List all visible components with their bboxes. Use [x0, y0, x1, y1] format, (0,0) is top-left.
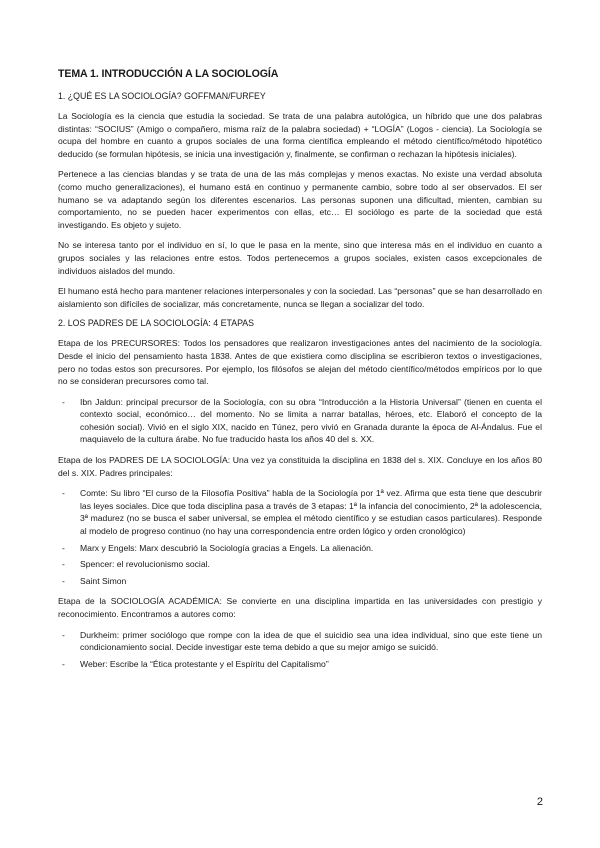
list-item: - Comte: Su libro “El curso de la Filosofía Positiva” habla de la Sociología por 1ª vez. Afirma que esta tiene que descubrir las leyes sociales. Dice que toda disciplina pasa a través de 3 etapas: 1ª la infancia del conocimiento, 2ª la adolescencia, 3ª madurez (no se busca el saber universal, se emplea el método científico y se estudian casos particulares). Responde al modelo de progreso continuo (no hay una correspondencia entre orden lógico y orden cronológico)	[58, 487, 542, 537]
document-title: TEMA 1. INTRODUCCIÓN A LA SOCIOLOGÍA	[58, 68, 279, 80]
list-item: - Weber: Escribe la “Ética protestante y el Espíritu del Capitalismo”	[58, 658, 542, 671]
page-number: 2	[536, 796, 543, 808]
list-item: - Marx y Engels: Marx descubrió la Sociología gracias a Engels. La alienación.	[58, 542, 542, 555]
paragraph: El humano está hecho para mantener relaciones interpersonales y con la sociedad. Las “personas” que se han desarrollado en aislamiento son difíciles de socializar, más concretamente, nunca se llegan a socializar del todo.	[58, 286, 542, 309]
precursores-list	[58, 396, 542, 446]
section-1-heading: 1. ¿QUÉ ES LA SOCIOLOGÍA? GOFFMAN/FURFEY	[58, 91, 266, 101]
padres-intro: Etapa de los PADRES DE LA SOCIOLOGÍA: Una vez ya constituida la disciplina en 1838 del s. XIX. Concluye en los años 80 del s. XIX. Padres principales:	[58, 455, 542, 478]
list-item: - Ibn Jaldun: principal precursor de la Sociología, con su obra “Introducción a la Historia Universal” (tienen en cuenta el contexto social, económico… del momento. No se limita a narrar batallas, héroes, etc. Elaboró el concepto de la cohesión social). Vivió en el siglo XIX, nacido en Túnez, pero vivió en Granada durante la época de Al-Ándalus. Fue el maquiavelo de la cultura árabe. No fue traducido hasta los años 40 del s. XX.	[58, 396, 542, 446]
paragraph: No se interesa tanto por el individuo en sí, lo que le pasa en la mente, sino que interesa más en el individuo en cuanto a grupos sociales y las relaciones entre estos. Todos pertenecemos a grupos sociales, existen casos excepcionales de individuos aislados del mundo.	[58, 240, 542, 276]
list-item: - Spencer: el revolucionismo social.	[58, 558, 542, 571]
academica-list	[58, 629, 542, 671]
paragraph: La Sociología es la ciencia que estudia la sociedad. Se trata de una palabra autológica, un híbrido que une dos palabras distintas: “SOCIUS” (Amigo o compañero, misma raíz de la palabra sociedad) + “LOGÍA” (Logos - ciencia). La Sociología se ocupa del hombre en cuanto a grupos sociales de una forma científica empleando el método científico/método hipotético deducido (se formulan hipótesis, se inicia una investigación y, finalmente, se confirman o rechazan la hipótesis iniciales).	[58, 111, 542, 159]
precursores-intro: Etapa de los PRECURSORES: Todos los pensadores que realizaron investigaciones antes del nacimiento de la sociología. Desde el inicio del pensamiento hasta 1838. Antes de que existiera como disciplina se escribieron textos o investigaciones, pero no todas estos son precursores. Por ejemplo, los filósofos se alejan del método científico/métodos empíricos por lo que no se consideran precursores como tal.	[58, 338, 542, 387]
paragraph: Pertenece a las ciencias blandas y se trata de una de las más complejas y menos exactas. No existe una verdad absoluta (como mucho generalizaciones), el humano está en continuo y permanente cambio, sobre todo al ser observados. El ser humano se va adaptando según los diferentes escenarios. Las personas suponen una dificultad, mienten, cambian su comportamiento, no se pueden hacer experimentos con ellas, etc… El sociólogo es parte de la sociedad que está investigando. Es objeto y sujeto.	[58, 169, 542, 230]
list-item: - Durkheim: primer sociólogo que rompe con la idea de que el suicidio sea una idea individual, sino que este tiene un condicionamiento social. Decide investigar este tema debido a que su mejor amigo se suicidó.	[58, 629, 542, 654]
academica-intro: Etapa de la SOCIOLOGÍA ACADÉMICA: Se convierte en una disciplina impartida en las universidades con prestigio y reconocimiento. Encontramos a autores como:	[58, 596, 542, 619]
list-item: - Saint Simon	[58, 575, 542, 588]
padres-list	[58, 487, 542, 587]
section-2-heading: 2. LOS PADRES DE LA SOCIOLOGÍA: 4 ETAPAS	[58, 318, 255, 329]
